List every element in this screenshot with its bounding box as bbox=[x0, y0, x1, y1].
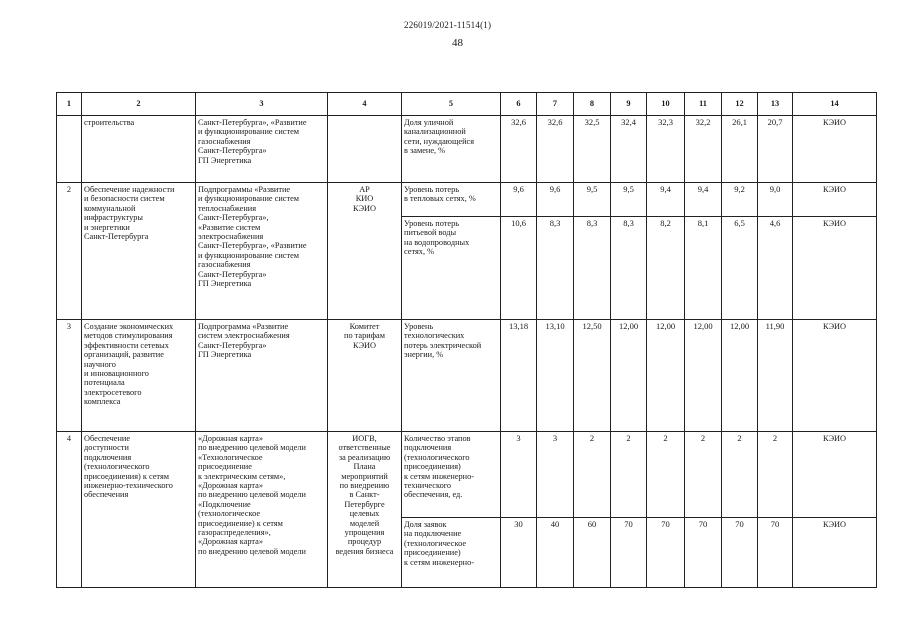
value-cell: 12,00 bbox=[647, 320, 685, 432]
row-number: 2 bbox=[57, 183, 82, 320]
column-header: 9 bbox=[611, 93, 647, 116]
value-cell: 70 bbox=[758, 518, 793, 588]
row-number bbox=[57, 116, 82, 183]
value-cell: 12,00 bbox=[685, 320, 722, 432]
executor-cell bbox=[328, 116, 402, 183]
value-cell: 30 bbox=[501, 518, 537, 588]
value-cell: 13,10 bbox=[537, 320, 574, 432]
column-header: 7 bbox=[537, 93, 574, 116]
row-number: 4 bbox=[57, 432, 82, 588]
value-cell: 70 bbox=[722, 518, 758, 588]
task-cell: Создание экономических методов стимулирования эффективности сетевых организаций, развитие научного и инновационного потенциала электросетевого комплекса bbox=[82, 320, 196, 432]
value-cell: 32,3 bbox=[647, 116, 685, 183]
document-number: 226019/2021-11514(1) bbox=[404, 20, 492, 30]
responsible-cell: КЭИО bbox=[793, 432, 877, 518]
value-cell: 2 bbox=[758, 432, 793, 518]
indicator-cell: Уровень потерь питьевой воды на водопроводных сетях, % bbox=[402, 217, 501, 320]
page-number: 48 bbox=[452, 37, 463, 49]
program-cell: «Дорожная карта» по внедрению целевой модели «Технологическое присоединение к электрическим сетям», «Дорожная карта» по внедрению целевой модели «Подключение (технологическое присоединение) к сетям газораспределения», «Дорожная карта» по внедрению целевой модели bbox=[196, 432, 328, 588]
value-cell: 11,90 bbox=[758, 320, 793, 432]
task-cell: Обеспечение доступности подключения (технологического присоединения) к сетям инженерно-технического обеспечения bbox=[82, 432, 196, 588]
value-cell: 10,6 bbox=[501, 217, 537, 320]
indicator-cell: Количество этапов подключения (технологического присоединения) к сетям инженерно- технического обеспечения, ед. bbox=[402, 432, 501, 518]
responsible-cell: КЭИО bbox=[793, 116, 877, 183]
value-cell: 32,6 bbox=[501, 116, 537, 183]
column-header: 1 bbox=[57, 93, 82, 116]
value-cell: 12,50 bbox=[574, 320, 611, 432]
value-cell: 13,18 bbox=[501, 320, 537, 432]
value-cell: 2 bbox=[574, 432, 611, 518]
value-cell: 70 bbox=[685, 518, 722, 588]
value-cell: 20,7 bbox=[758, 116, 793, 183]
value-cell: 9,5 bbox=[574, 183, 611, 217]
column-header: 12 bbox=[722, 93, 758, 116]
indicator-cell: Уровень потерь в тепловых сетях, % bbox=[402, 183, 501, 217]
value-cell: 70 bbox=[647, 518, 685, 588]
value-cell: 9,2 bbox=[722, 183, 758, 217]
table-row bbox=[57, 183, 877, 217]
column-header: 8 bbox=[574, 93, 611, 116]
value-cell: 8,3 bbox=[574, 217, 611, 320]
indicator-cell: Доля уличной канализационной сети, нуждающейся в замене, % bbox=[402, 116, 501, 183]
value-cell: 8,3 bbox=[537, 217, 574, 320]
value-cell: 2 bbox=[722, 432, 758, 518]
value-cell: 40 bbox=[537, 518, 574, 588]
value-cell: 9,6 bbox=[537, 183, 574, 217]
value-cell: 32,5 bbox=[574, 116, 611, 183]
program-cell: Санкт-Петербурга», «Развитие и функционирование систем газоснабжения Санкт-Петербурга» ГП Энергетика bbox=[196, 116, 328, 183]
value-cell: 9,4 bbox=[647, 183, 685, 217]
column-header: 14 bbox=[793, 93, 877, 116]
table-row bbox=[57, 116, 877, 183]
responsible-cell: КЭИО bbox=[793, 518, 877, 588]
value-cell: 8,3 bbox=[611, 217, 647, 320]
value-cell: 12,00 bbox=[722, 320, 758, 432]
value-cell: 32,4 bbox=[611, 116, 647, 183]
value-cell: 9,6 bbox=[501, 183, 537, 217]
value-cell: 8,2 bbox=[647, 217, 685, 320]
table-row bbox=[57, 432, 877, 518]
indicator-cell: Доля заявок на подключение (технологическое присоединение) к сетям инженерно- bbox=[402, 518, 501, 588]
value-cell: 6,5 bbox=[722, 217, 758, 320]
column-header: 4 bbox=[328, 93, 402, 116]
value-cell: 2 bbox=[611, 432, 647, 518]
value-cell: 3 bbox=[537, 432, 574, 518]
column-header: 11 bbox=[685, 93, 722, 116]
executor-cell: Комитет по тарифам КЭИО bbox=[328, 320, 402, 432]
value-cell: 9,0 bbox=[758, 183, 793, 217]
value-cell: 26,1 bbox=[722, 116, 758, 183]
row-number: 3 bbox=[57, 320, 82, 432]
program-cell: Подпрограмма «Развитие систем электроснабжения Санкт-Петербурга» ГП Энергетика bbox=[196, 320, 328, 432]
program-cell: Подпрограммы «Развитие и функционирование систем теплоснабжения Санкт-Петербурга», «Развитие систем электроснабжения Санкт-Петербурга», «Развитие и функционирование систем газоснабжения Санкт-Петербурга» ГП Энергетика bbox=[196, 183, 328, 320]
value-cell: 32,6 bbox=[537, 116, 574, 183]
column-header: 3 bbox=[196, 93, 328, 116]
value-cell: 3 bbox=[501, 432, 537, 518]
indicator-cell: Уровень технологических потерь электрической энергии, % bbox=[402, 320, 501, 432]
column-header: 2 bbox=[82, 93, 196, 116]
table-row bbox=[57, 320, 877, 432]
value-cell: 8,1 bbox=[685, 217, 722, 320]
executor-cell: АР КИО КЭИО bbox=[328, 183, 402, 320]
responsible-cell: КЭИО bbox=[793, 320, 877, 432]
task-cell: Обеспечение надежности и безопасности систем коммунальной инфраструктуры и энергетики Санкт-Петербурга bbox=[82, 183, 196, 320]
column-header: 6 bbox=[501, 93, 537, 116]
value-cell: 2 bbox=[685, 432, 722, 518]
value-cell: 9,5 bbox=[611, 183, 647, 217]
column-header: 10 bbox=[647, 93, 685, 116]
indicators-table bbox=[56, 92, 877, 588]
value-cell: 4,6 bbox=[758, 217, 793, 320]
header-row bbox=[57, 93, 877, 116]
column-header: 5 bbox=[402, 93, 501, 116]
value-cell: 60 bbox=[574, 518, 611, 588]
responsible-cell: КЭИО bbox=[793, 183, 877, 217]
value-cell: 12,00 bbox=[611, 320, 647, 432]
value-cell: 70 bbox=[611, 518, 647, 588]
responsible-cell: КЭИО bbox=[793, 217, 877, 320]
executor-cell: ИОГВ, ответственные за реализацию Плана мероприятий по внедрению в Санкт-Петербурге целевых моделей упрощения процедур ведения бизнеса bbox=[328, 432, 402, 588]
task-cell: строительства bbox=[82, 116, 196, 183]
value-cell: 9,4 bbox=[685, 183, 722, 217]
column-header: 13 bbox=[758, 93, 793, 116]
value-cell: 2 bbox=[647, 432, 685, 518]
value-cell: 32,2 bbox=[685, 116, 722, 183]
